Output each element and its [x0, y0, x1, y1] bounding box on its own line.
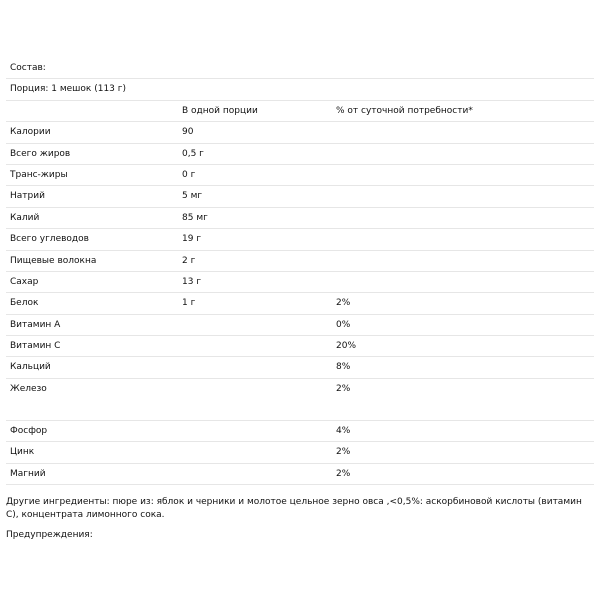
table-row: [6, 442, 594, 463]
table-row: [6, 144, 594, 165]
nutrient-name: Всего жиров: [10, 148, 71, 159]
nutrient-amount: 2 г: [182, 255, 196, 266]
nutrient-dv: 2%: [336, 468, 351, 479]
nutrition-table: [6, 58, 594, 485]
table-row: [6, 336, 594, 357]
table-row: [6, 379, 594, 421]
nutrient-name: Витамин А: [10, 319, 61, 330]
table-row: [6, 464, 594, 485]
nutrient-name: Витамин С: [10, 341, 61, 352]
composition-label: Состав:: [10, 63, 46, 73]
portion-row: [6, 79, 594, 100]
nutrient-name: Всего углеводов: [10, 234, 89, 245]
table-row: [6, 421, 594, 442]
nutrient-dv: 4%: [336, 425, 351, 436]
nutrient-dv: 0%: [336, 319, 351, 330]
other-ingredients: Другие ингредиенты: пюре из: яблок и черники и молотое цельное зерно овса ,<0,5%: аскорбиновой кислоты (витамин С), концентрата лимонного сока.: [6, 497, 582, 520]
header-row: [6, 101, 594, 122]
nutrient-amount: 85 мг: [182, 212, 208, 223]
nutrient-name: Калории: [10, 127, 51, 138]
table-row: [6, 165, 594, 186]
nutrient-name: Сахар: [10, 276, 39, 287]
nutrient-name: Белок: [10, 298, 39, 309]
nutrient-name: Натрий: [10, 191, 45, 202]
table-row: [6, 208, 594, 229]
nutrient-dv: 2%: [336, 383, 351, 394]
nutrient-name: Цинк: [10, 447, 35, 458]
table-row: [6, 357, 594, 378]
table-row: [6, 272, 594, 293]
nutrient-dv: 8%: [336, 362, 351, 373]
table-row: [6, 293, 594, 314]
nutrient-name: Пищевые волокна: [10, 255, 97, 266]
nutrient-name: Калий: [10, 212, 40, 223]
portion-label: Порция: 1 мешок (113 г): [10, 84, 127, 95]
nutrient-amount: 90: [182, 127, 194, 138]
nutrient-name: Транс-жиры: [10, 169, 68, 180]
nutrient-dv: 2%: [336, 447, 351, 458]
nutrient-dv: 2%: [336, 298, 351, 309]
nutrient-amount: 19 г: [182, 234, 202, 245]
table-row: [6, 186, 594, 207]
nutrient-amount: 0,5 г: [182, 148, 204, 159]
per-serving-header: В одной порции: [182, 105, 258, 116]
nutrient-name: Фосфор: [10, 425, 48, 436]
table-row: [6, 315, 594, 336]
nutrient-amount: 13 г: [182, 276, 202, 287]
warnings-label: Предупреждения:: [6, 530, 93, 540]
nutrient-name: Железо: [10, 383, 47, 394]
nutrient-amount: 0 г: [182, 169, 196, 180]
daily-value-header: % от суточной потребности*: [336, 105, 473, 116]
nutrient-dv: 20%: [336, 341, 357, 352]
nutrient-name: Магний: [10, 468, 46, 479]
nutrient-name: Кальций: [10, 362, 51, 373]
composition-row: [6, 58, 594, 79]
table-row: [6, 229, 594, 250]
table-row: [6, 122, 594, 143]
nutrient-amount: 1 г: [182, 298, 196, 309]
table-row: [6, 251, 594, 272]
nutrient-amount: 5 мг: [182, 191, 203, 202]
